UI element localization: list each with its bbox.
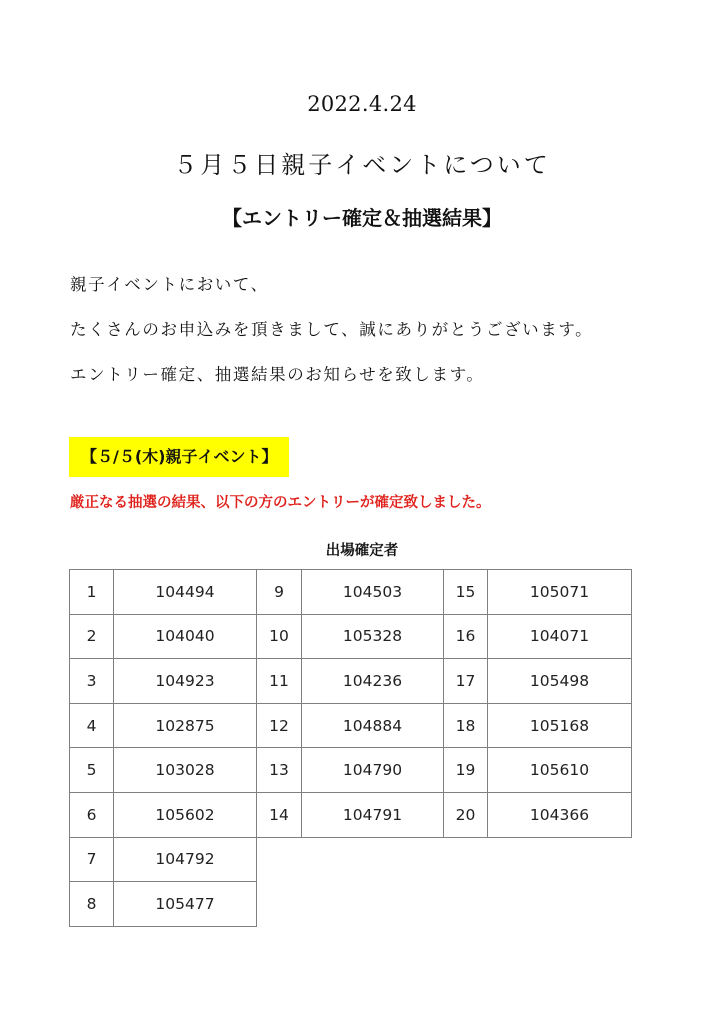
entry-number-cell: 11 bbox=[256, 658, 302, 704]
entry-id-cell: 104366 bbox=[487, 792, 632, 838]
entry-number-cell: 10 bbox=[256, 614, 302, 660]
intro-line: 親子イベントにおいて、 bbox=[70, 275, 269, 294]
entry-id-cell: 104792 bbox=[113, 837, 257, 883]
selection-notice: 厳正なる抽選の結果、以下の方のエントリーが確定致しました。 bbox=[70, 495, 491, 511]
entry-id-cell: 102875 bbox=[113, 703, 257, 749]
entry-id-cell: 104494 bbox=[113, 569, 257, 615]
entry-number-cell: 14 bbox=[256, 792, 302, 838]
entry-id-cell: 104040 bbox=[113, 614, 257, 660]
entry-id-cell: 105071 bbox=[487, 569, 632, 615]
entry-number-cell: 5 bbox=[69, 747, 114, 793]
entry-id-cell: 105610 bbox=[487, 747, 632, 793]
entry-number-cell: 18 bbox=[443, 703, 488, 749]
entry-id-cell: 103028 bbox=[113, 747, 257, 793]
entry-number-cell: 17 bbox=[443, 658, 488, 704]
entry-number-cell: 8 bbox=[69, 881, 114, 927]
entry-id-cell: 105477 bbox=[113, 881, 257, 927]
entry-number-cell: 4 bbox=[69, 703, 114, 749]
entry-number-cell: 3 bbox=[69, 658, 114, 704]
entry-number-cell: 19 bbox=[443, 747, 488, 793]
document-title: ５月５日親子イベントについて bbox=[173, 151, 551, 179]
entry-id-cell: 105498 bbox=[487, 658, 632, 704]
table-title: 出場確定者 bbox=[325, 543, 399, 559]
entry-id-cell: 104923 bbox=[113, 658, 257, 704]
entry-number-cell: 16 bbox=[443, 614, 488, 660]
document-date: 2022.4.24 bbox=[307, 92, 417, 116]
entry-id-cell: 105328 bbox=[301, 614, 444, 660]
event-heading: 【５/５(木)親子イベント】 bbox=[69, 437, 289, 477]
entry-number-cell: 6 bbox=[69, 792, 114, 838]
entry-number-cell: 12 bbox=[256, 703, 302, 749]
entry-number-cell: 13 bbox=[256, 747, 302, 793]
document-subtitle: 【エントリー確定＆抽選結果】 bbox=[222, 206, 502, 230]
intro-line: たくさんのお申込みを頂きまして、誠にありがとうございます。 bbox=[70, 320, 594, 339]
entry-id-cell: 104071 bbox=[487, 614, 632, 660]
entry-id-cell: 105602 bbox=[113, 792, 257, 838]
entry-id-cell: 104790 bbox=[301, 747, 444, 793]
entry-number-cell: 9 bbox=[256, 569, 302, 615]
entry-number-cell: 2 bbox=[69, 614, 114, 660]
entry-number-cell: 7 bbox=[69, 837, 114, 883]
entry-id-cell: 104236 bbox=[301, 658, 444, 704]
entry-id-cell: 105168 bbox=[487, 703, 632, 749]
entry-id-cell: 104503 bbox=[301, 569, 444, 615]
intro-line: エントリー確定、抽選結果のお知らせを致します。 bbox=[70, 365, 485, 384]
entry-number-cell: 20 bbox=[443, 792, 488, 838]
entry-number-cell: 1 bbox=[69, 569, 114, 615]
entry-id-cell: 104791 bbox=[301, 792, 444, 838]
entry-number-cell: 15 bbox=[443, 569, 488, 615]
entry-id-cell: 104884 bbox=[301, 703, 444, 749]
